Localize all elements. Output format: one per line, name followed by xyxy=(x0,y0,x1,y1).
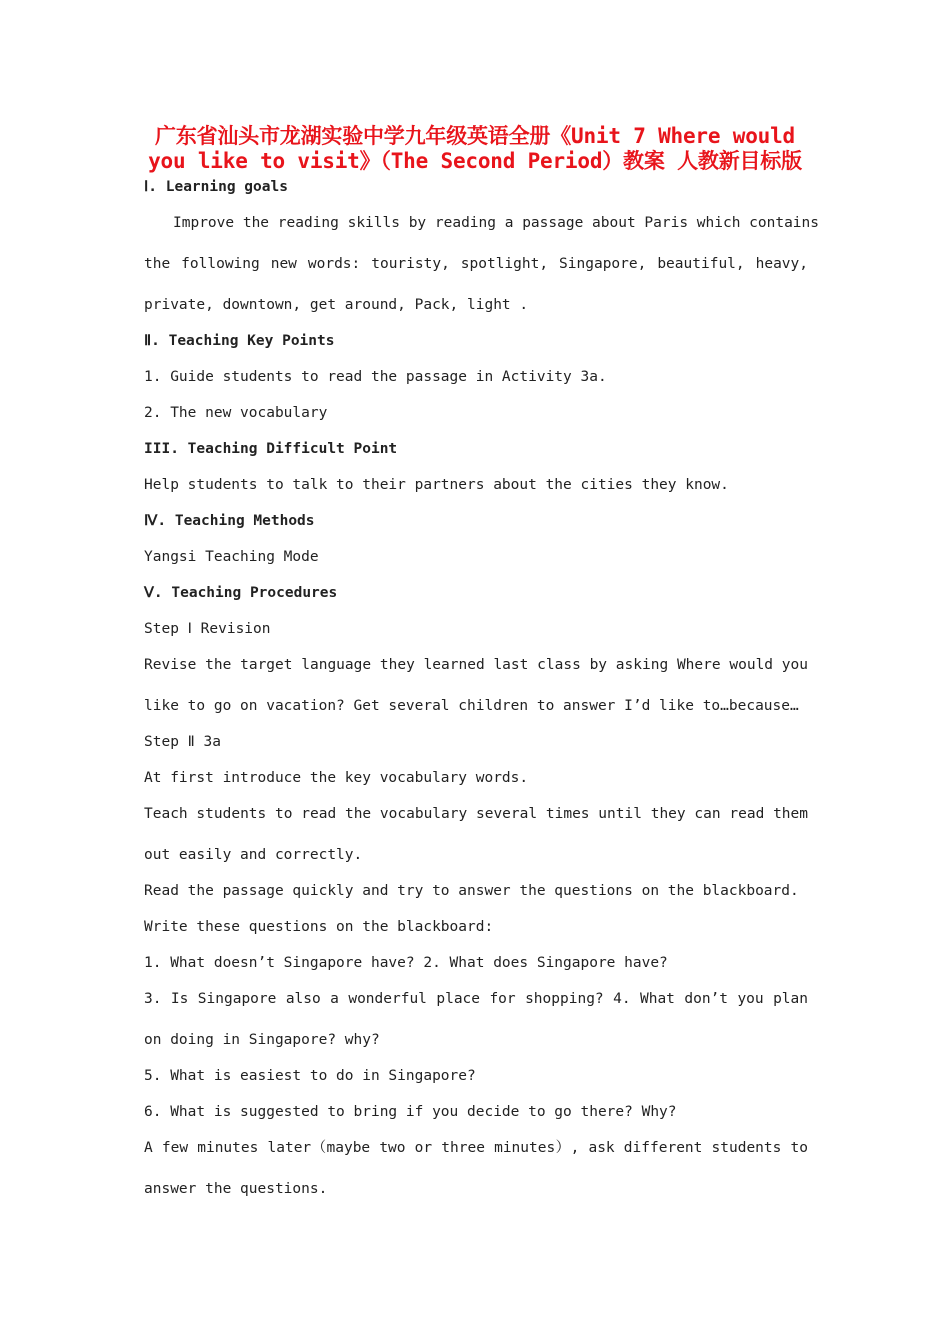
learning-goals-line-1: Improve the reading skills by reading a passage about Paris which contains xyxy=(173,215,820,231)
heading-methods: Ⅳ. Teaching Methods xyxy=(144,513,315,529)
document-title xyxy=(140,124,810,174)
later-line-1: A few minutes later（maybe two or three minutes）, ask different students to xyxy=(144,1140,808,1156)
methods-text: Yangsi Teaching Mode xyxy=(144,549,319,565)
question-line-1: 1. What doesn’t Singapore have? 2. What does Singapore have? xyxy=(144,955,668,971)
question-line-2: 3. Is Singapore also a wonderful place for shopping? 4. What don’t you plan xyxy=(144,991,808,1007)
learning-goals-line-2: the following new words: touristy, spotlight, Singapore, beautiful, heavy, xyxy=(144,256,808,272)
heading-difficult-point: III. Teaching Difficult Point xyxy=(144,441,398,457)
step-1-title: Step Ⅰ Revision xyxy=(144,621,271,637)
key-point-1: 1. Guide students to read the passage in Activity 3a. xyxy=(144,369,607,385)
step-2-title: Step Ⅱ 3a xyxy=(144,734,221,750)
learning-goals-line-3: private, downtown, get around, Pack, light . xyxy=(144,297,529,313)
heading-procedures: Ⅴ. Teaching Procedures xyxy=(144,585,338,601)
question-line-5: 6. What is suggested to bring if you decide to go there? Why? xyxy=(144,1104,677,1120)
title-line-2: you like to visit》（The Second Period）教案 人教新目标版 xyxy=(148,149,802,173)
later-line-2: answer the questions. xyxy=(144,1181,328,1197)
heading-key-points: Ⅱ. Teaching Key Points xyxy=(144,333,335,349)
key-point-2: 2. The new vocabulary xyxy=(144,405,328,421)
difficult-point-text: Help students to talk to their partners about the cities they know. xyxy=(144,477,729,493)
step-2-teach-line-2: out easily and correctly. xyxy=(144,847,363,863)
heading-learning-goals: Ⅰ. Learning goals xyxy=(144,179,288,195)
step-2-read: Read the passage quickly and try to answer the questions on the blackboard. xyxy=(144,883,799,899)
question-line-3: on doing in Singapore? why? xyxy=(144,1032,380,1048)
step-1-line-2: like to go on vacation? Get several children to answer I’d like to…because… xyxy=(144,698,799,714)
step-2-write: Write these questions on the blackboard: xyxy=(144,919,494,935)
step-2-intro: At first introduce the key vocabulary words. xyxy=(144,770,529,786)
step-1-line-1: Revise the target language they learned last class by asking Where would you xyxy=(144,657,808,673)
title-line-1: 广东省汕头市龙湖实验中学九年级英语全册《Unit 7 Where would xyxy=(155,124,795,148)
step-2-teach-line-1: Teach students to read the vocabulary several times until they can read them xyxy=(144,806,808,822)
question-line-4: 5. What is easiest to do in Singapore? xyxy=(144,1068,476,1084)
